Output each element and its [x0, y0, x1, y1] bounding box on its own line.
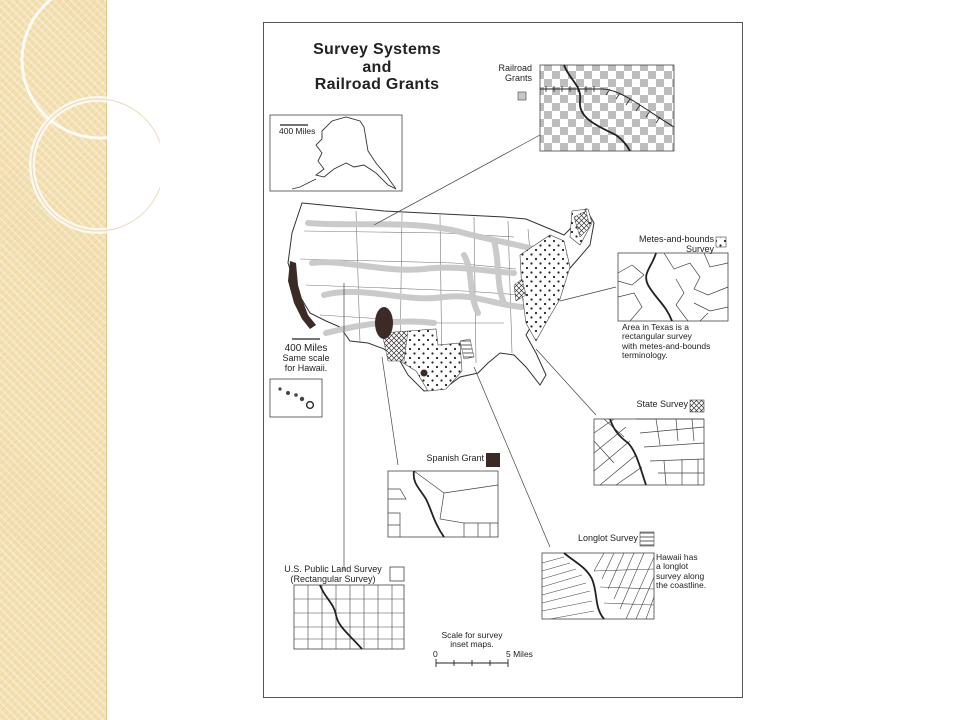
railroad-label-2: Grants — [504, 72, 532, 83]
title-line-3: Railroad Grants — [314, 76, 440, 94]
state-survey-label: State Survey — [636, 399, 688, 409]
longlot-inset — [542, 532, 654, 619]
inset-scale-caption-1: Scale for survey — [441, 630, 503, 640]
conus-scale-note-1: Same scale — [282, 353, 330, 363]
inset-scale-caption-2: inset maps. — [450, 639, 494, 650]
railroad-grants-inset — [518, 65, 674, 151]
metes-label-2: Survey — [685, 243, 714, 254]
map-title — [307, 41, 447, 94]
metes-note-1: Area in Texas is a — [622, 322, 689, 332]
metes-note-2: rectangular survey — [622, 331, 692, 342]
state-survey-inset — [594, 400, 704, 485]
hawaii-inset — [270, 379, 322, 417]
metes-note-3: with metes-and-bounds — [622, 340, 711, 351]
railroad-grants-label — [486, 64, 532, 84]
longlot-note-2: a longlot — [656, 561, 689, 572]
metes-label-1: Metes-and-bounds — [638, 234, 714, 244]
public-land-label-1: U.S. Public Land Survey — [284, 564, 382, 574]
spanish-grant-inset — [388, 453, 500, 537]
conus-scale-note-2: for Hawaii. — [284, 362, 328, 373]
public-land-label-2: (Rectangular Survey) — [290, 573, 376, 584]
longlot-note-1: Hawaii has — [656, 552, 698, 562]
inset-scale-bar — [436, 659, 508, 667]
metes-label — [616, 235, 714, 255]
longlot-note — [656, 553, 706, 590]
inset-scale-start: 0 — [433, 649, 438, 659]
title-line-2: and — [362, 58, 392, 76]
longlot-note-4: the coastline. — [656, 580, 707, 591]
metes-and-bounds-area — [520, 235, 570, 341]
metes-note-4: terminology. — [622, 350, 668, 361]
railroad-label-1: Railroad — [498, 63, 532, 73]
inset-scale-end: 5 Miles — [506, 649, 533, 659]
alaska-scale-label: 400 Miles — [279, 126, 316, 136]
map-sheet — [263, 22, 743, 698]
metes-note — [622, 323, 710, 360]
title-line-1: Survey Systems — [313, 41, 441, 58]
longlot-label: Longlot Survey — [577, 533, 638, 543]
conus-scale-label — [278, 343, 334, 374]
decorative-rings — [0, 0, 160, 260]
longlot-note-3: survey along — [656, 570, 705, 581]
inset-scale-caption — [434, 631, 510, 650]
conus-scale-miles: 400 Miles — [284, 343, 328, 354]
public-land-label — [278, 565, 388, 585]
spanish-grant-label: Spanish Grant — [426, 453, 484, 463]
